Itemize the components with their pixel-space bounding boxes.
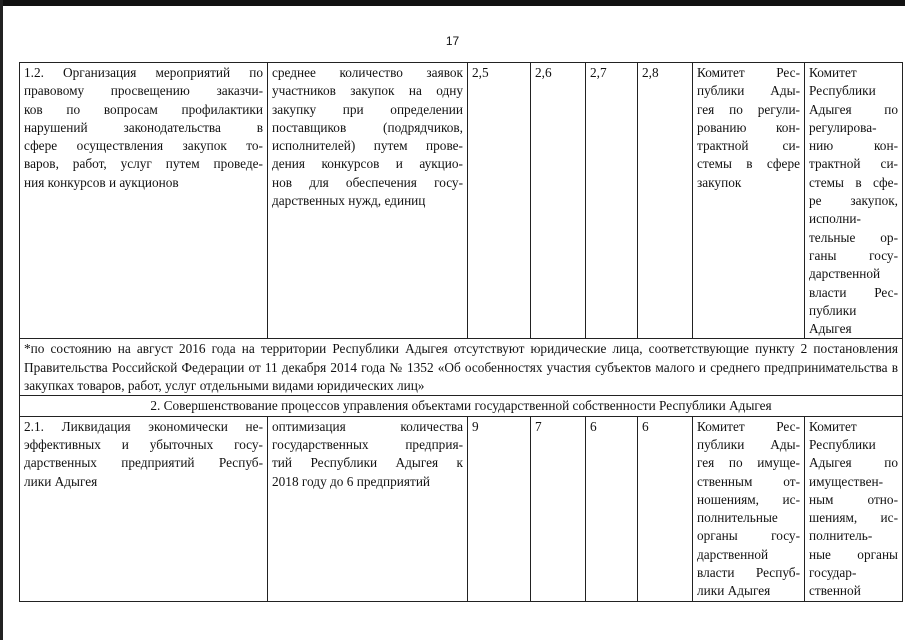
cell-text-line: эффективных и убыточных госу- — [24, 436, 263, 452]
cell-text-line: ганы госу- — [809, 247, 898, 263]
cell-text-line: имуществен- — [809, 473, 884, 489]
value-cell: 2,6 — [531, 63, 586, 339]
cell-text-line: Адыгея — [809, 321, 852, 337]
cell-text-line: ным отно- — [809, 491, 898, 507]
value-cell: 6 — [638, 416, 693, 601]
cell-text-line: участников закупок на одну — [272, 83, 463, 99]
cell-text-line: исполни- — [809, 211, 861, 227]
cell-text-line: закупок — [697, 174, 742, 190]
value-cell: 9 — [468, 416, 531, 601]
cell-text-line: ственной — [809, 583, 861, 599]
cell-text-line: Адыгея по — [809, 101, 898, 117]
section-header-row — [20, 396, 903, 416]
cell-text-line: ные органы — [809, 546, 898, 562]
cell-text-line: гея по имуще- — [697, 455, 800, 471]
cell-text-line: 2.1. Ликвидация экономически не- — [24, 418, 263, 434]
responsible-cell — [693, 63, 805, 339]
table-row-2-1 — [20, 416, 903, 601]
cell-text-line: трактной си- — [697, 138, 800, 154]
cell-text-line: трактной си- — [809, 156, 898, 172]
cell-text-line: Комитет — [809, 65, 857, 80]
cell-text-line: власти Рес- — [809, 284, 898, 300]
page-number: 17 — [445, 34, 460, 48]
cell-text-line: гея по регули- — [697, 101, 800, 117]
section-title: 2. Совершенствование процессов управления объектами государственной собственности Республики Адыгея — [20, 396, 903, 416]
cell-text-line: ношениям, ис- — [697, 491, 800, 507]
cell-text-line: Республики — [809, 436, 876, 452]
cell-text-line: 1.2. Организация мероприятий по — [24, 65, 263, 80]
cell-text-line: стемы в сфере — [697, 156, 800, 172]
cell-text-line: нию кон- — [809, 138, 898, 154]
cell-text-line: дарственной — [697, 546, 769, 562]
responsible-cell — [693, 416, 805, 601]
indicator-cell — [268, 416, 468, 601]
value-cell: 7 — [531, 416, 586, 601]
footnote-row — [20, 339, 903, 396]
activity-cell — [20, 63, 268, 339]
cell-text-line: ственным от- — [697, 473, 800, 489]
scan-left-edge — [0, 0, 3, 640]
cell-text-line: сфере осуществления закупок то- — [24, 138, 263, 154]
cell-text-line: Адыгея по — [809, 455, 898, 471]
cell-text-line: Комитет Рес- — [697, 65, 800, 80]
value-cell: 2,5 — [468, 63, 531, 339]
cell-text-line: оптимизация количества — [272, 418, 463, 434]
cell-text-line: государственных предприя- — [272, 436, 463, 452]
cell-text-line: полнительные — [697, 510, 778, 526]
value-cell: 2,8 — [638, 63, 693, 339]
indicator-cell — [268, 63, 468, 339]
scan-top-edge — [0, 0, 905, 6]
cell-text-line: ков по вопросам профилактики — [24, 101, 263, 117]
cell-text-line: рованию кон- — [697, 119, 800, 135]
cell-text-line: лики Адыгея — [24, 473, 98, 489]
cell-text-line: регулирова- — [809, 119, 877, 135]
cell-text-line: правовому просвещению заказчи- — [24, 83, 263, 99]
cell-text-line: 2018 году до 6 предприятий — [272, 473, 431, 489]
cell-text-line: шениям, ис- — [809, 510, 898, 526]
cell-text-line: стемы в сфе- — [809, 174, 898, 190]
cell-text-line: Республики — [809, 83, 876, 99]
cell-text-line: среднее количество заявок — [272, 65, 463, 80]
cell-text-line: публики Ады- — [697, 436, 800, 452]
cell-text-line: Комитет Рес- — [697, 418, 800, 434]
cell-text-line: поставщиков (подрядчиков, — [272, 119, 463, 135]
cell-text-line: власти Респуб- — [697, 565, 800, 581]
cell-text-line: тельные ор- — [809, 229, 898, 245]
cell-text-line: государ- — [809, 565, 857, 581]
executors-cell — [805, 63, 903, 339]
cell-text-line: нарушений законодательства в — [24, 119, 263, 135]
cell-text-line: дарственных предприятий Респуб- — [24, 455, 263, 471]
cell-text-line: Комитет — [809, 418, 857, 434]
cell-text-line: полнитель- — [809, 528, 873, 544]
cell-text-line: закупку при определении — [272, 101, 463, 117]
value-cell: 2,7 — [586, 63, 638, 339]
cell-text-line: дарственной — [809, 266, 881, 282]
cell-text-line: нов для обеспечения госу- — [272, 174, 463, 190]
cell-text-line: дарственных нужд, единиц — [272, 193, 426, 209]
value-cell: 6 — [586, 416, 638, 601]
cell-text-line: ре закупок, — [809, 193, 898, 209]
cell-text-line: органы госу- — [697, 528, 800, 544]
cell-text-line: ния конкурсов и аукционов — [24, 174, 179, 190]
cell-text-line: тий Республики Адыгея к — [272, 455, 463, 471]
executors-cell — [805, 416, 903, 601]
footnote-text: *по состоянию на август 2016 года на территории Республики Адыгея отсутствуют юридические лица, соответствующие пункту 2 постановления Правительства Российской Федерации от 11 декабря 2014 года № 1352 «Об особенностях участия субъектов малого и среднего предпринимательства в закупках товаров, работ, услуг отдельными видами юридических лиц» — [20, 339, 903, 396]
cell-text-line: исполнителей) путем прове- — [272, 138, 463, 154]
measures-table — [19, 62, 903, 602]
cell-text-line: публики Ады- — [697, 83, 800, 99]
table-row-1-2 — [20, 63, 903, 339]
cell-text-line: публики — [809, 302, 857, 318]
cell-text-line: лики Адыгея — [697, 583, 771, 599]
cell-text-line: варов, работ, услуг путем проведе- — [24, 156, 263, 172]
activity-cell — [20, 416, 268, 601]
cell-text-line: дения конкурсов и аукцио- — [272, 156, 463, 172]
